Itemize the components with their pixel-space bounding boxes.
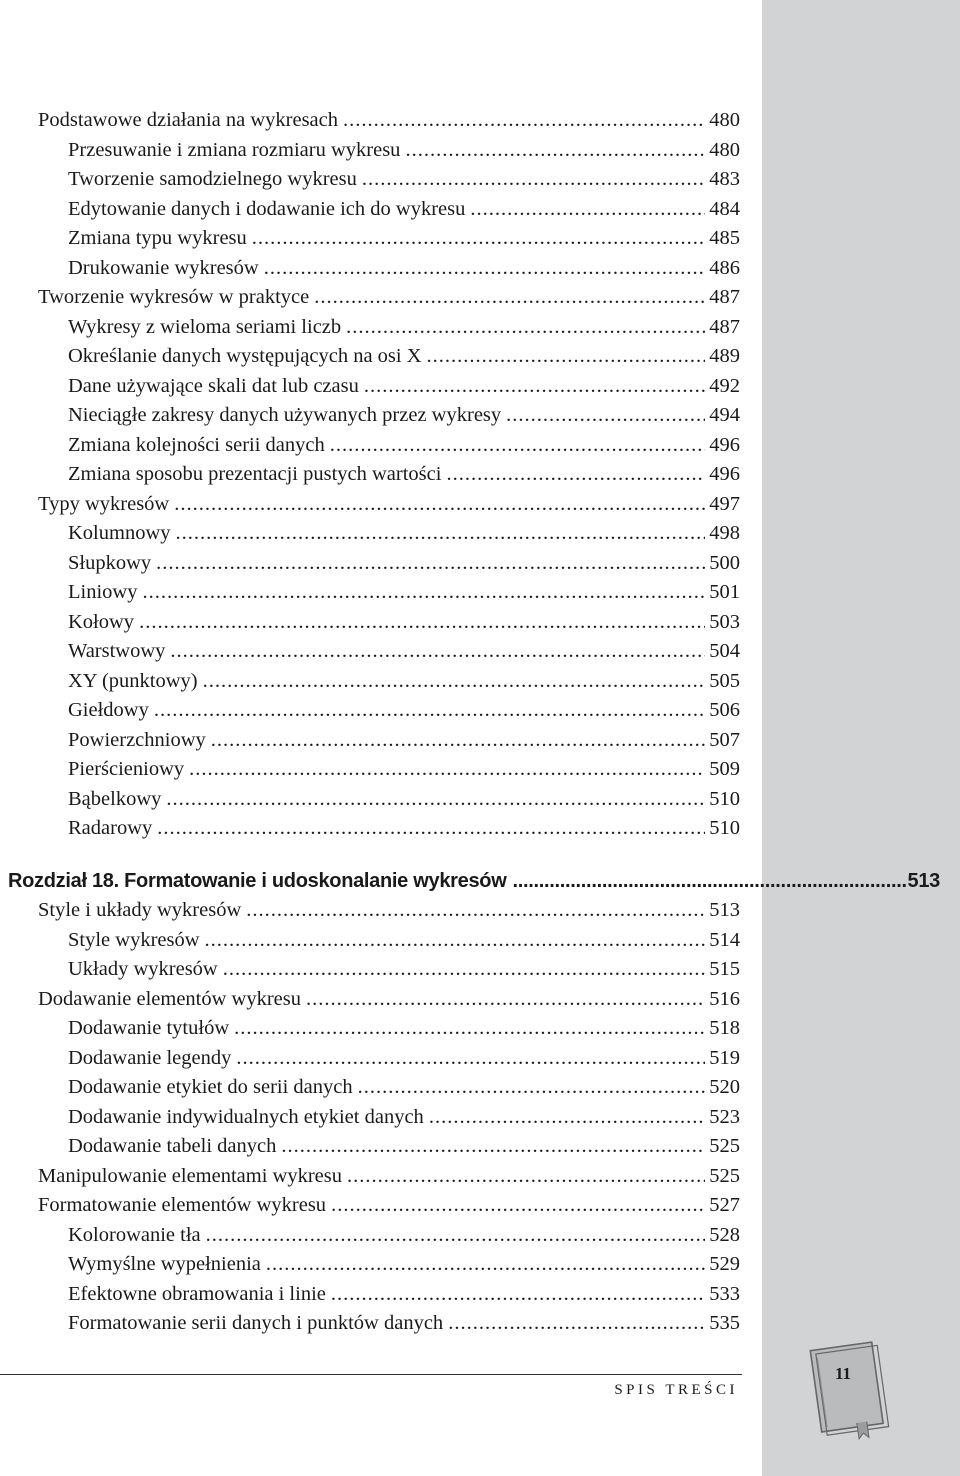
toc-entry-title: Tworzenie samodzielnego wykresu bbox=[68, 168, 357, 190]
toc-entry-page: 492 bbox=[709, 374, 740, 397]
toc-entry-title: Układy wykresów bbox=[68, 958, 218, 980]
toc-entry-page: 527 bbox=[709, 1194, 740, 1216]
toc-entry-page: 507 bbox=[709, 728, 740, 751]
leader-dots bbox=[266, 1252, 705, 1276]
toc-entry-page: 487 bbox=[709, 286, 740, 308]
chapter-title: Rozdział 18. Formatowanie i udoskonalanie wykresów bbox=[8, 870, 507, 892]
toc-entry-page: 501 bbox=[709, 581, 740, 603]
toc-entry[interactable] bbox=[38, 987, 740, 1011]
toc-entry[interactable] bbox=[68, 433, 740, 457]
toc-entry-title: Manipulowanie elementami wykresu bbox=[38, 1164, 342, 1187]
toc-entry-title: Tworzenie wykresów w praktyce bbox=[38, 286, 310, 308]
toc-entry-page: 518 bbox=[709, 1017, 740, 1039]
leader-dots bbox=[506, 403, 705, 427]
toc-entry[interactable] bbox=[68, 1105, 740, 1129]
toc-entry-page: 533 bbox=[709, 1282, 740, 1305]
toc-entry-page: 497 bbox=[709, 492, 740, 515]
toc-entry-page: 496 bbox=[709, 433, 740, 456]
leader-dots bbox=[331, 1282, 705, 1306]
toc-entry-title: Giełdowy bbox=[68, 699, 149, 721]
toc-entry-page: 480 bbox=[709, 138, 740, 161]
toc-entry-title: Określanie danych występujących na osi X bbox=[68, 345, 422, 367]
toc-entry[interactable] bbox=[68, 639, 740, 663]
leader-dots bbox=[246, 898, 705, 922]
toc-entry-title: Dodawanie indywidualnych etykiet danych bbox=[68, 1105, 424, 1128]
toc-entry-title: Słupkowy bbox=[68, 551, 152, 574]
toc-entry[interactable] bbox=[68, 728, 740, 752]
toc-entry[interactable] bbox=[68, 1134, 740, 1158]
toc-entry-page: 514 bbox=[709, 928, 740, 951]
toc-entry-title: Nieciągłe zakresy danych używanych przez wykresy bbox=[68, 404, 502, 426]
toc-entry[interactable] bbox=[38, 492, 740, 516]
leader-dots bbox=[429, 1105, 705, 1129]
leader-dots bbox=[347, 1164, 705, 1188]
toc-entry[interactable] bbox=[68, 928, 740, 952]
toc-entry-title: Edytowanie danych i dodawanie ich do wykresu bbox=[68, 197, 466, 220]
toc-entry-title: Radarowy bbox=[68, 817, 153, 839]
toc-entry[interactable] bbox=[68, 138, 740, 162]
toc-entry-page: 498 bbox=[709, 522, 740, 544]
toc-entry[interactable] bbox=[68, 1252, 740, 1276]
leader-dots bbox=[346, 315, 705, 339]
toc-entry-title: Powierzchniowy bbox=[68, 728, 206, 751]
toc-entry[interactable] bbox=[68, 1075, 740, 1099]
toc-entry[interactable] bbox=[68, 197, 740, 221]
toc-entry-title: Wymyślne wypełnienia bbox=[68, 1253, 261, 1275]
toc-entry-page: 509 bbox=[709, 758, 740, 780]
toc-entry[interactable] bbox=[68, 1046, 740, 1070]
leader-dots bbox=[446, 462, 705, 486]
leader-dots bbox=[330, 433, 706, 457]
leader-dots bbox=[206, 1223, 706, 1247]
toc-entry-page: 513 bbox=[709, 899, 740, 921]
toc-entry[interactable] bbox=[68, 698, 740, 722]
leader-dots bbox=[470, 197, 705, 221]
toc-entry[interactable] bbox=[68, 167, 740, 191]
toc-entry-title: Style wykresów bbox=[68, 928, 200, 951]
toc-entry[interactable] bbox=[38, 285, 740, 309]
toc-entry-title: Liniowy bbox=[68, 581, 138, 603]
toc-entry[interactable] bbox=[68, 1223, 740, 1247]
toc-entry[interactable] bbox=[38, 1164, 740, 1188]
toc-entry-page: 503 bbox=[709, 610, 740, 633]
leader-dots bbox=[252, 226, 705, 250]
toc-entry-page: 489 bbox=[709, 345, 740, 367]
toc-entry-title: Drukowanie wykresów bbox=[68, 256, 259, 279]
leader-dots bbox=[189, 757, 705, 781]
toc-entry-page: 483 bbox=[709, 168, 740, 190]
toc-entry-page: 486 bbox=[709, 256, 740, 279]
toc-entry-title: Zmiana typu wykresu bbox=[68, 227, 247, 249]
leader-dots bbox=[364, 374, 705, 398]
leader-dots bbox=[139, 610, 705, 634]
toc-entry[interactable] bbox=[68, 344, 740, 368]
toc-entry[interactable] bbox=[38, 108, 740, 132]
toc-entry-page: 535 bbox=[709, 1312, 740, 1334]
toc-entry-title: Przesuwanie i zmiana rozmiaru wykresu bbox=[68, 138, 401, 161]
toc-entry[interactable] bbox=[68, 957, 740, 981]
toc-entry-page: 505 bbox=[709, 669, 740, 692]
toc-entry-page: 510 bbox=[709, 817, 740, 839]
toc-entry[interactable] bbox=[68, 1282, 740, 1306]
toc-entry-page: 528 bbox=[709, 1223, 740, 1246]
toc-entry-page: 504 bbox=[709, 640, 740, 662]
toc-entry-page: 525 bbox=[709, 1164, 740, 1187]
toc-entry-title: Dodawanie elementów wykresu bbox=[38, 987, 301, 1010]
toc-entry-page: 485 bbox=[709, 227, 740, 249]
toc-entry-page: 496 bbox=[709, 463, 740, 485]
toc-entry[interactable] bbox=[38, 1193, 740, 1217]
leader-dots bbox=[170, 639, 705, 663]
toc-entry[interactable] bbox=[68, 580, 740, 604]
toc-entry[interactable] bbox=[68, 521, 740, 545]
toc-entry[interactable] bbox=[68, 226, 740, 250]
leader-dots bbox=[343, 108, 705, 132]
toc-entry-page: 515 bbox=[709, 958, 740, 980]
toc-entry-title: Style i układy wykresów bbox=[38, 899, 242, 921]
leader-dots bbox=[156, 551, 705, 575]
toc-entry-title: Zmiana kolejności serii danych bbox=[68, 433, 325, 456]
leader-dots bbox=[306, 987, 705, 1011]
toc-entry[interactable] bbox=[68, 669, 740, 693]
toc-entry-title: Bąbelkowy bbox=[68, 787, 162, 810]
toc-entry-title: Warstwowy bbox=[68, 640, 166, 662]
toc-entry-page: 525 bbox=[709, 1135, 740, 1157]
toc-entry-title: Dodawanie etykiet do serii danych bbox=[68, 1076, 353, 1098]
leader-dots bbox=[174, 492, 705, 516]
toc-entry-title: Dodawanie legendy bbox=[68, 1046, 232, 1069]
leader-dots bbox=[264, 256, 706, 280]
toc-entry[interactable] bbox=[68, 757, 740, 781]
leader-dots bbox=[223, 957, 706, 981]
toc-entry[interactable] bbox=[68, 1311, 740, 1335]
leader-dots bbox=[203, 669, 706, 693]
toc-entry-title: Pierścieniowy bbox=[68, 758, 185, 780]
toc-entry[interactable] bbox=[68, 256, 740, 280]
toc-entry-page: 484 bbox=[709, 197, 740, 220]
toc-entry-page: 519 bbox=[709, 1046, 740, 1069]
leader-dots bbox=[154, 698, 705, 722]
leader-dots bbox=[157, 816, 705, 840]
side-band bbox=[762, 0, 960, 1476]
toc-entry[interactable] bbox=[68, 403, 740, 427]
toc-entry[interactable] bbox=[68, 374, 740, 398]
book-icon bbox=[802, 1334, 892, 1444]
leader-dots bbox=[281, 1134, 705, 1158]
leader-dots bbox=[405, 138, 705, 162]
toc-entry[interactable] bbox=[38, 898, 740, 922]
leader-dots bbox=[448, 1311, 705, 1335]
leader-dots bbox=[358, 1075, 706, 1099]
toc-entry[interactable] bbox=[68, 610, 740, 634]
toc-entry-page: 506 bbox=[709, 699, 740, 721]
toc-entry[interactable] bbox=[68, 787, 740, 811]
toc-entry-title: Kołowy bbox=[68, 610, 135, 633]
footer-section-label: SPIS TREŚCI bbox=[614, 1382, 738, 1398]
toc-entry-page: 510 bbox=[709, 787, 740, 810]
toc-entry-page: 500 bbox=[709, 551, 740, 574]
toc-entry-title: Kolorowanie tła bbox=[68, 1223, 201, 1246]
toc-entry-title: Zmiana sposobu prezentacji pustych wartości bbox=[68, 463, 442, 485]
leader-dots bbox=[211, 728, 705, 752]
toc-entry[interactable] bbox=[68, 1016, 740, 1040]
toc-entry[interactable] bbox=[68, 816, 740, 840]
toc-entry-title: XY (punktowy) bbox=[68, 669, 198, 692]
leader-dots bbox=[314, 285, 705, 309]
leader-dots bbox=[236, 1046, 705, 1070]
toc-entry-page: 516 bbox=[709, 987, 740, 1010]
toc-entry-title: Kolumnowy bbox=[68, 522, 171, 544]
leader-dots bbox=[142, 580, 705, 604]
toc-entry-page: 480 bbox=[709, 109, 740, 131]
leader-dots bbox=[166, 787, 705, 811]
toc-entry-page: 523 bbox=[709, 1105, 740, 1128]
toc-entry-page: 487 bbox=[709, 315, 740, 338]
leader-dots bbox=[427, 344, 706, 368]
toc-entry-page: 494 bbox=[709, 404, 740, 426]
leader-dots bbox=[205, 928, 706, 952]
toc-entry-page: 520 bbox=[709, 1076, 740, 1098]
toc-entry-title: Formatowanie serii danych i punktów danych bbox=[68, 1312, 444, 1334]
toc-entry-title: Dane używające skali dat lub czasu bbox=[68, 374, 359, 397]
toc-entry[interactable] bbox=[68, 462, 740, 486]
toc-entry-title: Dodawanie tytułów bbox=[68, 1017, 230, 1039]
toc-entry-page: 529 bbox=[709, 1253, 740, 1275]
chapter-page: 513 bbox=[907, 870, 940, 892]
footer-rule bbox=[0, 1374, 742, 1375]
toc-entry[interactable] bbox=[68, 551, 740, 575]
page-number: 11 bbox=[834, 1364, 852, 1383]
toc-entry-title: Typy wykresów bbox=[38, 492, 170, 515]
toc-entry-title: Efektowne obramowania i linie bbox=[68, 1282, 326, 1305]
toc-entry-title: Formatowanie elementów wykresu bbox=[38, 1194, 327, 1216]
toc-entry-title: Podstawowe działania na wykresach bbox=[38, 109, 338, 131]
chapter-heading[interactable] bbox=[8, 868, 940, 894]
leader-dots bbox=[331, 1193, 705, 1217]
toc-entry-title: Dodawanie tabeli danych bbox=[68, 1135, 277, 1157]
leader-dots bbox=[362, 167, 705, 191]
leader-dots bbox=[176, 521, 706, 545]
toc-entry-title: Wykresy z wieloma seriami liczb bbox=[68, 315, 342, 338]
leader-dots bbox=[512, 868, 905, 894]
leader-dots bbox=[234, 1016, 705, 1040]
toc-entry[interactable] bbox=[68, 315, 740, 339]
